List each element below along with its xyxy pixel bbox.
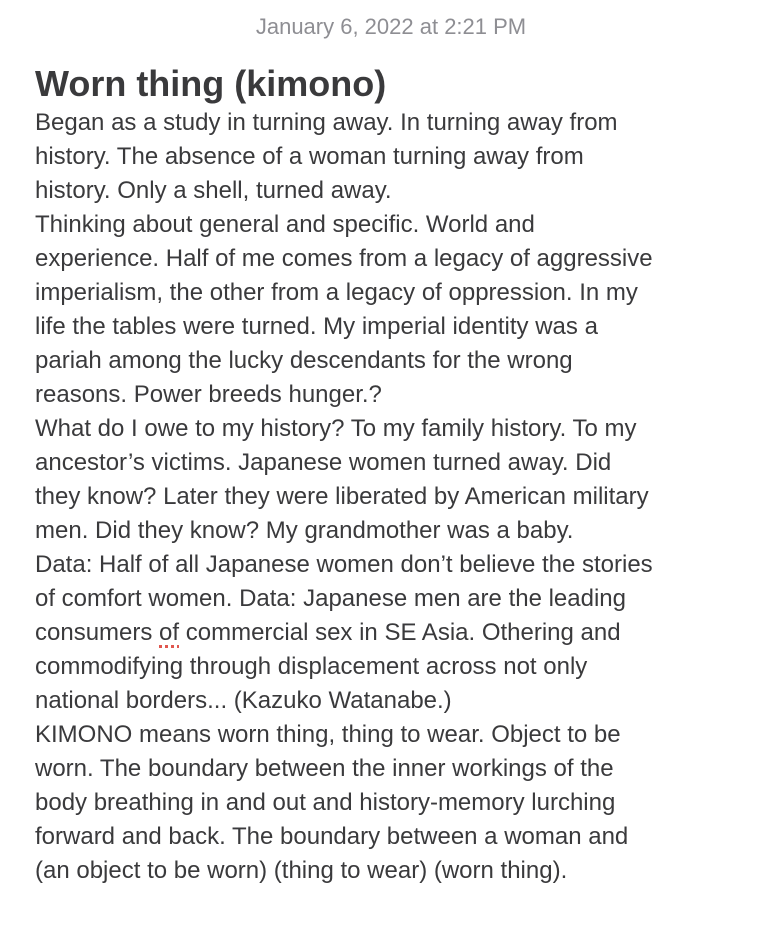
note-line: worn. The boundary between the inner workings of the xyxy=(35,755,614,782)
note-line-text: commercial sex in SE Asia. Othering and xyxy=(179,619,621,646)
note-line: reasons. Power breeds hunger.? xyxy=(35,381,382,408)
note-line: ancestor’s victims. Japanese women turned away. Did xyxy=(35,449,612,476)
note-body[interactable] xyxy=(35,106,775,888)
note-line: forward and back. The boundary between a woman and xyxy=(35,823,629,850)
note-line: Began as a study in turning away. In turning away from xyxy=(35,109,618,136)
note-line: they know? Later they were liberated by American military xyxy=(35,483,649,510)
note-line: imperialism, the other from a legacy of oppression. In my xyxy=(35,279,638,306)
note-line: Data: Half of all Japanese women don’t believe the stories xyxy=(35,551,653,578)
note-date: January 6, 2022 at 2:21 PM xyxy=(255,14,527,39)
note-line: KIMONO means worn thing, thing to wear. Object to be xyxy=(35,721,621,748)
note-line-text: consumers xyxy=(35,619,160,646)
note-line: Thinking about general and specific. World and xyxy=(35,211,535,238)
note-line: of comfort women. Data: Japanese men are the leading xyxy=(35,585,626,612)
note-line: body breathing in and out and history-memory lurching xyxy=(35,789,616,816)
misspelled-word[interactable]: of xyxy=(159,619,180,646)
note-line: national borders... (Kazuko Watanabe.) xyxy=(35,687,452,714)
note-title[interactable]: Worn thing (kimono) xyxy=(35,63,387,104)
note-line: life the tables were turned. My imperial identity was a xyxy=(35,313,598,340)
note-line: history. Only a shell, turned away. xyxy=(35,177,392,204)
note-line: experience. Half of me comes from a legacy of aggressive xyxy=(35,245,653,272)
note-line: pariah among the lucky descendants for the wrong xyxy=(35,347,573,374)
note-line: What do I owe to my history? To my family history. To my xyxy=(35,415,637,442)
note-line: commodifying through displacement across not only xyxy=(35,653,588,680)
note-line: history. The absence of a woman turning away from xyxy=(35,143,584,170)
note-line xyxy=(35,616,775,650)
note-line: men. Did they know? My grandmother was a baby. xyxy=(35,517,574,544)
note-line: (an object to be worn) (thing to wear) (worn thing). xyxy=(35,857,568,884)
